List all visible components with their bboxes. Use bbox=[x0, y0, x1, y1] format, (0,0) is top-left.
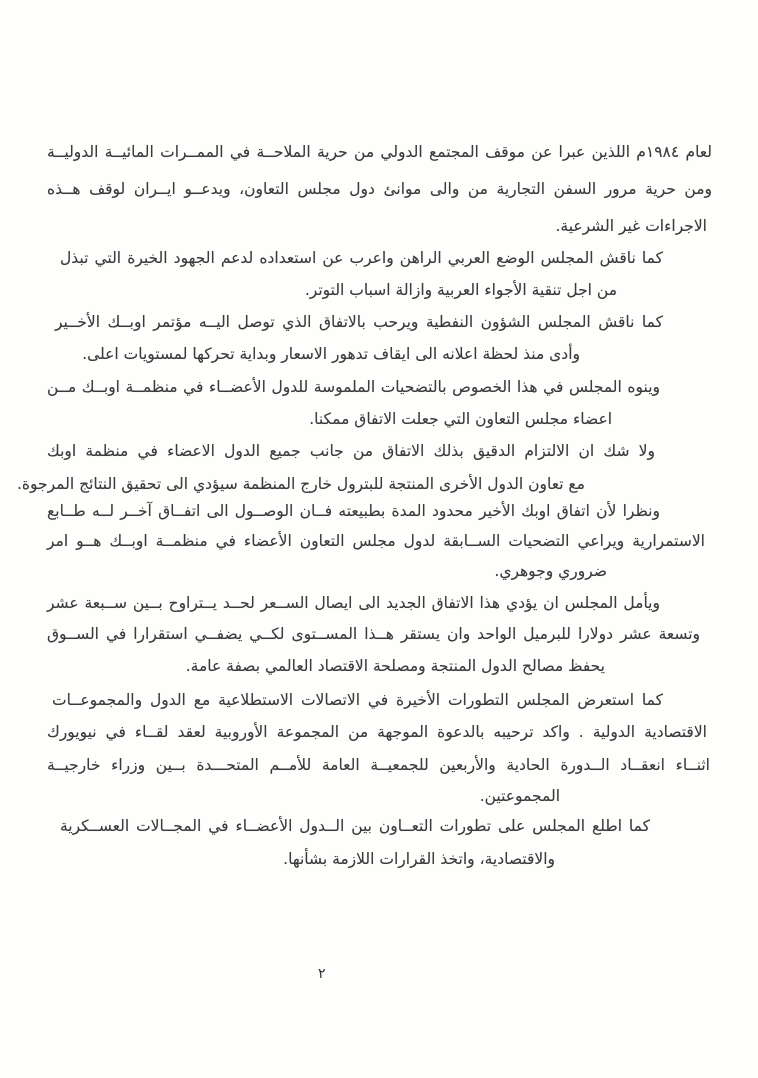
text-line: يحفظ مصالح الدول المنتجة ومصلحة الاقتصاد العالمي بصفة عامة. bbox=[185, 657, 605, 675]
text-line: من اجل تنقية الأجواء العربية وازالة اسباب التوتر. bbox=[304, 281, 617, 299]
text-line: وتسعة عشر دولارا للبرميل الواحد وان يستقر هــذا المســتوى لكــي يضفــي استقرارا في الســوق bbox=[47, 625, 700, 643]
text-line: والاقتصادية، واتخذ القرارات اللازمة بشأنها. bbox=[283, 850, 555, 868]
page-number: ٢ bbox=[318, 966, 326, 982]
text-line: كما اطلع المجلس على تطورات التعــاون بين الــدول الأعضــاء في المجــالات العســكرية bbox=[60, 817, 650, 835]
text-line: وأدى منذ لحظة اعلانه الى ايقاف تدهور الاسعار وبداية تحركها لمستويات اعلى. bbox=[82, 345, 580, 363]
text-line: اعضاء مجلس التعاون التي جعلت الاتفاق ممكنا. bbox=[309, 410, 612, 428]
text-line: الاقتصادية الدولية . واكد ترحيبه بالدعوة الموجهة من المجموعة الأوروبية لعقد لقــاء في نيويورك bbox=[47, 723, 707, 741]
text-line: الاجراءات غير الشرعية. bbox=[555, 217, 707, 235]
text-line: كما ناقش المجلس الوضع العربي الراهن واعرب عن استعداده لدعم الجهود الخيرة التي تبذل bbox=[60, 249, 663, 267]
text-line: كما استعرض المجلس التطورات الأخيرة في الاتصالات الاستطلاعية مع الدول والمجموعــات bbox=[52, 691, 663, 709]
text-line: المجموعتين. bbox=[479, 787, 560, 805]
text-line: ولا شك ان الالتزام الدقيق بذلك الاتفاق من جانب جميع الدول الاعضاء في منظمة اوبك bbox=[47, 442, 655, 460]
text-line: ونظرا لأن اتفاق اوبك الأخير محدود المدة بطبيعته فــان الوصــول الى اتفــاق آخــر لــه طــابع bbox=[47, 502, 660, 520]
text-line: ومن حرية مرور السفن التجارية من والى موانئ دول مجلس التعاون، ويدعــو ايــران لوقف هــذه bbox=[47, 180, 712, 198]
text-line: ويأمل المجلس ان يؤدي هذا الاتفاق الجديد الى ايصال الســعر لحــد يــتراوح بــين ســبعة عشر bbox=[47, 594, 660, 612]
text-line: مع تعاون الدول الأخرى المنتجة للبترول خارج المنظمة سيؤدي الى تحقيق النتائج المرجوة. bbox=[16, 475, 585, 493]
text-line: ضروري وجوهري. bbox=[494, 562, 607, 580]
text-line: لعام ١٩٨٤م اللذين عبرا عن موقف المجتمع الدولي من حرية الملاحــة في الممــرات المائيــة الدوليــة bbox=[47, 143, 713, 161]
text-line: الاستمرارية ويراعي التضحيات الســابقة لدول مجلس التعاون الأعضاء في منظمــة اوبــك هــو امر bbox=[47, 532, 705, 550]
text-line: اثنــاء انعقــاد الــدورة الحادية والأربعين للجمعيــة العامة للأمــم المتحـــدة بــين وزراء خارجيــة bbox=[47, 756, 710, 774]
text-line: وينوه المجلس في هذا الخصوص بالتضحيات الملموسة للدول الأعضــاء في منظمــة اوبــك مــن bbox=[47, 378, 660, 396]
text-line: كما ناقش المجلس الشؤون النفطية ويرحب بالاتفاق الذي توصل اليــه مؤتمر اوبــك الأخــير bbox=[55, 313, 663, 331]
